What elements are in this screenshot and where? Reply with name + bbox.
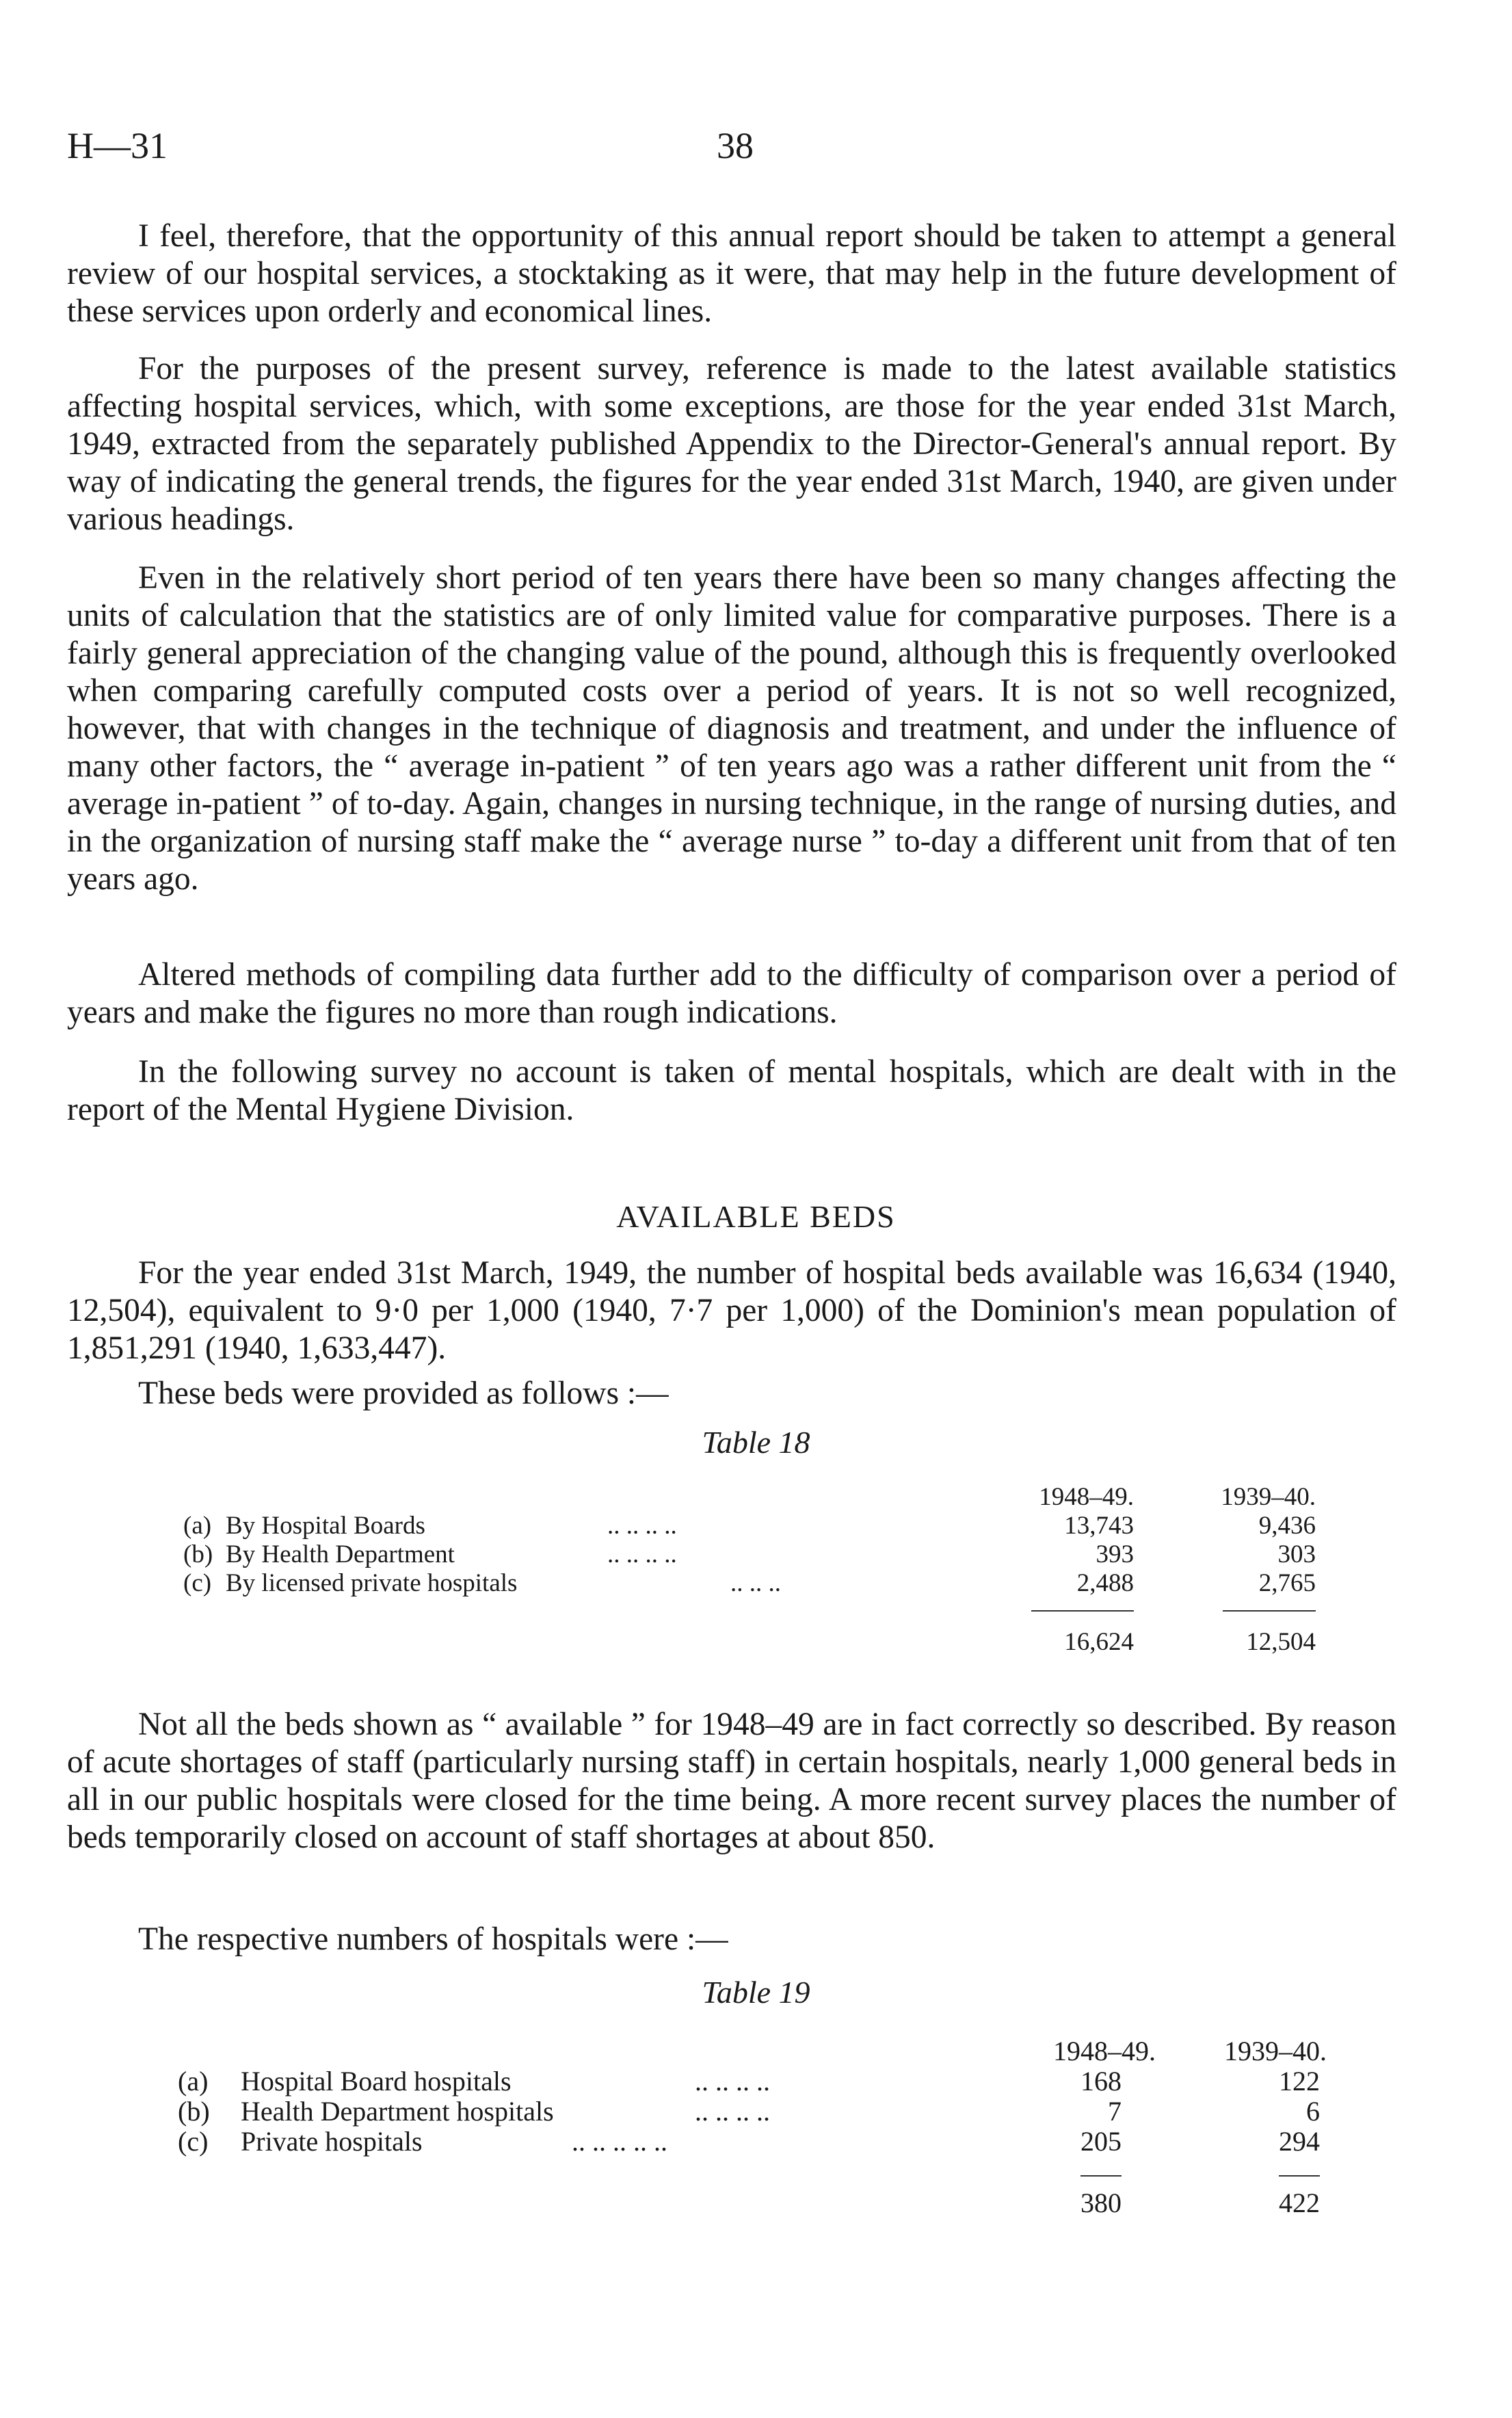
row-leader: .. .. .. .. xyxy=(695,2096,770,2127)
table-19-sum-rule-1939 xyxy=(1279,2175,1320,2177)
table-19-total-1948: 380 xyxy=(1080,2187,1122,2218)
row-value-1939: 6 xyxy=(1306,2096,1320,2127)
section-paragraph-3: Not all the beds shown as “ available ” for 1948–49 are in fact correctly so described. By reason of acute shortages of staff (particularly nursing staff) in certain hospitals, nearly 1,000 general beds in all in our public hospitals were closed for the time being. A more recent survey places the number of beds temporarily closed on account of staff shortages at about 850. xyxy=(67,1707,1396,1855)
row-value-1948: 13,743 xyxy=(1064,1512,1134,1540)
row-label: Private hospitals xyxy=(241,2126,423,2157)
section-heading: AVAILABLE BEDS xyxy=(616,1199,896,1234)
row-label: By Hospital Boards xyxy=(226,1512,425,1540)
row-value-1939: 2,765 xyxy=(1258,1569,1316,1597)
table-18 xyxy=(183,1483,1332,1674)
table-19 xyxy=(178,2037,1361,2249)
row-marker: (a) xyxy=(183,1512,212,1540)
row-label: Hospital Board hospitals xyxy=(241,2066,512,2097)
row-marker: (b) xyxy=(183,1540,213,1568)
row-value-1939: 122 xyxy=(1279,2066,1320,2097)
row-marker: (c) xyxy=(178,2126,209,2157)
section-paragraph-4: The respective numbers of hospitals were :— xyxy=(138,1921,728,1957)
row-value-1948: 393 xyxy=(1096,1540,1134,1568)
row-value-1939: 294 xyxy=(1279,2126,1320,2157)
section-paragraph-2: These beds were provided as follows :— xyxy=(138,1376,669,1411)
row-leader: .. .. .. .. xyxy=(695,2066,770,2097)
row-leader: .. .. .. .. xyxy=(607,1540,677,1568)
row-leader: .. .. .. xyxy=(730,1569,781,1597)
row-value-1948: 2,488 xyxy=(1076,1569,1134,1597)
table-18-col-1948: 1948–49. xyxy=(1039,1483,1134,1511)
row-leader: .. .. .. .. xyxy=(607,1512,677,1540)
row-value-1948: 205 xyxy=(1080,2126,1122,2157)
page-number: 38 xyxy=(717,125,754,166)
table-19-col-1948: 1948–49. xyxy=(1053,2036,1156,2066)
row-value-1939: 9,436 xyxy=(1258,1512,1316,1540)
row-label: Health Department hospitals xyxy=(241,2096,554,2127)
row-value-1948: 7 xyxy=(1108,2096,1122,2127)
row-marker: (b) xyxy=(178,2096,210,2127)
table-18-caption: Table 18 xyxy=(702,1425,810,1460)
table-19-col-1939: 1939–40. xyxy=(1224,2036,1327,2066)
row-label: By Health Department xyxy=(226,1540,455,1568)
table-18-total-1939: 12,504 xyxy=(1246,1628,1316,1656)
row-marker: (c) xyxy=(183,1569,212,1597)
table-18-sum-rule-1939 xyxy=(1223,1610,1316,1612)
paragraph-3: Even in the relatively short period of ten years there have been so many changes affecting the units of calculation that the statistics are of only limited value for comparative purposes. There is a fairly general appreciation of the changing value of the pound, although this is frequently overlooked when comparing carefully computed costs over a period of years. It is not so well recognized, however, that with changes in the technique of diagnosis and treatment, and under the influence of many other factors, the “ average in-patient ” of ten years ago was a rather different unit from the “ average in-patient ” of to-day. Again, changes in nursing technique, in the range of nursing duties, and in the organization of nursing staff make the “ average nurse ” to-day a different unit from that of ten years ago. xyxy=(67,560,1396,897)
table-18-total-1948: 16,624 xyxy=(1064,1628,1134,1656)
section-paragraph-1: For the year ended 31st March, 1949, the number of hospital beds available was 16,634 (1940, 12,504), equivalent to 9·0 per 1,000 (1940, 7·7 per 1,000) of the Dominion's mean population of 1,851,291 (1940, 1,633,447). xyxy=(67,1255,1396,1366)
row-value-1939: 303 xyxy=(1277,1540,1316,1568)
row-value-1948: 168 xyxy=(1080,2066,1122,2097)
paragraph-1: I feel, therefore, that the opportunity of this annual report should be taken to attempt a general review of our hospital services, a stocktaking as it were, that may help in the future development of these services upon orderly and economical lines. xyxy=(67,218,1396,329)
table-18-col-1939: 1939–40. xyxy=(1221,1483,1316,1511)
table-19-caption: Table 19 xyxy=(702,1975,810,2010)
report-reference: H—31 xyxy=(67,125,168,166)
table-18-sum-rule-1948 xyxy=(1031,1610,1134,1612)
row-label: By licensed private hospitals xyxy=(226,1569,518,1597)
table-19-total-1939: 422 xyxy=(1279,2187,1320,2218)
table-19-sum-rule-1948 xyxy=(1080,2175,1122,2177)
row-leader: .. .. .. .. .. xyxy=(572,2126,667,2157)
paragraph-4: Altered methods of compiling data further add to the difficulty of comparison over a period of years and make the figures no more than rough indications. xyxy=(67,957,1396,1030)
row-marker: (a) xyxy=(178,2066,209,2097)
paragraph-5: In the following survey no account is taken of mental hospitals, which are dealt with in the report of the Mental Hygiene Division. xyxy=(67,1054,1396,1127)
paragraph-2: For the purposes of the present survey, reference is made to the latest available statistics affecting hospital services, which, with some exceptions, are those for the year ended 31st March, 1949, extracted from the separately published Appendix to the Director-General's annual report. By way of indicating the general trends, the figures for the year ended 31st March, 1940, are given under various headings. xyxy=(67,351,1396,537)
